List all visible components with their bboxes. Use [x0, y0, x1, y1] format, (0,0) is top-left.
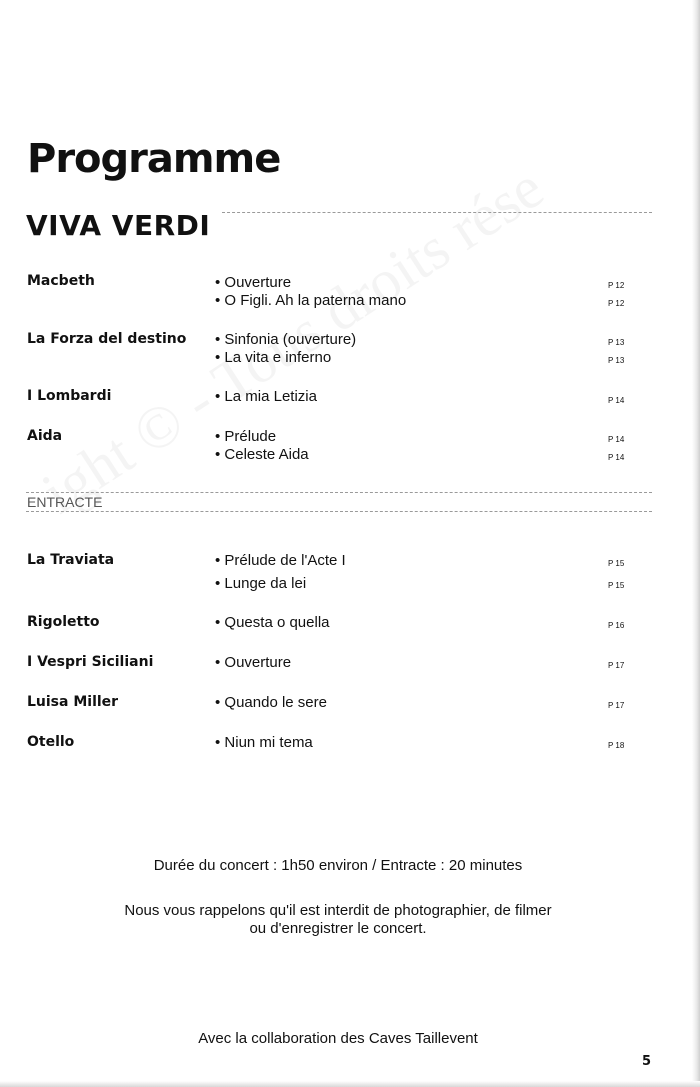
- page-reference: P 12: [608, 299, 625, 308]
- scan-edge-right: [692, 0, 700, 1087]
- page-reference: P 15: [608, 559, 625, 568]
- piece-title: • Celeste Aida: [215, 446, 309, 463]
- piece-title: • Prélude: [215, 428, 277, 445]
- piece-title: • Prélude de l'Acte I: [215, 552, 346, 569]
- work-title: La Traviata: [27, 552, 115, 568]
- page-reference: P 17: [608, 661, 625, 670]
- recording-notice-line-2: ou d'enregistrer le concert.: [249, 920, 427, 937]
- piece-title: • La vita e inferno: [215, 349, 332, 366]
- page-reference: P 14: [608, 453, 625, 462]
- piece-title: • Quando le sere: [215, 694, 327, 711]
- intermission-divider-top: [26, 492, 652, 493]
- piece-title: • Niun mi tema: [215, 734, 313, 751]
- intermission-divider-bottom: [26, 511, 652, 512]
- page-reference: P 13: [608, 338, 625, 347]
- piece-title: • Lunge da lei: [215, 575, 307, 592]
- piece-title: • Questa o quella: [215, 614, 330, 631]
- page-reference: P 13: [608, 356, 625, 365]
- work-title: Aida: [27, 428, 63, 444]
- work-title: I Vespri Siciliani: [27, 654, 154, 670]
- piece-title: • Ouverture: [215, 654, 292, 671]
- scan-edge-bottom: [0, 1081, 700, 1087]
- page-reference: P 14: [608, 396, 625, 405]
- work-title: Macbeth: [27, 273, 95, 289]
- work-title: Otello: [27, 734, 75, 750]
- recording-notice-line-1: Nous vous rappelons qu'il est interdit de photographier, de filmer: [124, 902, 552, 919]
- work-title: La Forza del destino: [27, 331, 187, 347]
- concert-duration: Durée du concert : 1h50 environ / Entracte : 20 minutes: [153, 857, 523, 874]
- page-reference: P 16: [608, 621, 625, 630]
- page-reference: P 14: [608, 435, 625, 444]
- collaboration-credit: Avec la collaboration des Caves Taillevent: [198, 1030, 478, 1047]
- page-number: 5: [642, 1054, 652, 1069]
- piece-title: • Sinfonia (ouverture): [215, 331, 357, 348]
- page-reference: P 18: [608, 741, 625, 750]
- piece-title: • O Figli. Ah la paterna mano: [215, 292, 407, 309]
- page-title: Programme: [27, 136, 281, 182]
- page-reference: P 15: [608, 581, 625, 590]
- work-title: Rigoletto: [27, 614, 100, 630]
- piece-title: • Ouverture: [215, 274, 292, 291]
- work-title: I Lombardi: [27, 388, 112, 404]
- concert-title: VIVA VERDI: [26, 209, 211, 242]
- page-reference: P 12: [608, 281, 625, 290]
- page-reference: P 17: [608, 701, 625, 710]
- intermission-label: ENTRACTE: [27, 494, 103, 510]
- piece-title: • La mia Letizia: [215, 388, 317, 405]
- work-title: Luisa Miller: [27, 694, 119, 710]
- title-divider: [222, 212, 652, 213]
